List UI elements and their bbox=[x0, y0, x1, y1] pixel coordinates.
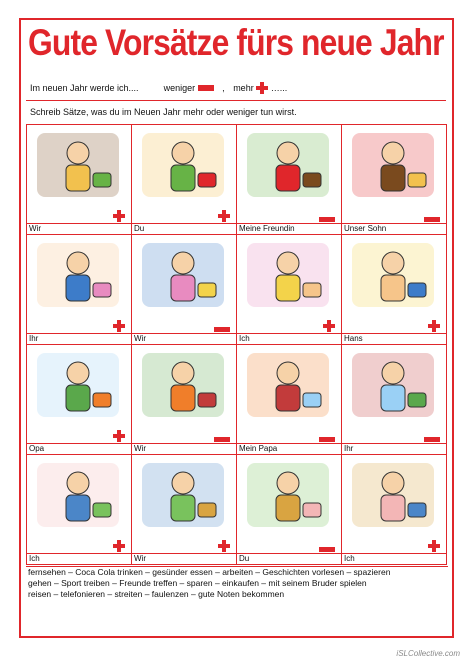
cell-divider bbox=[132, 553, 236, 554]
instruction-text: Schreib Sätze, was du im Neuen Jahr mehr oder weniger tun wirst. bbox=[30, 107, 297, 117]
healthy-food-plate-icon bbox=[33, 129, 123, 201]
subject-label: Wir bbox=[134, 444, 146, 453]
piggy-bank-icon bbox=[243, 239, 333, 311]
minus-sign-icon bbox=[319, 437, 335, 442]
phone-call-icon bbox=[348, 349, 438, 421]
picture-cell bbox=[236, 124, 342, 235]
subject-label: Ich bbox=[344, 554, 355, 563]
word-bank bbox=[26, 566, 448, 605]
plus-sign-icon bbox=[428, 320, 440, 332]
subject-label: Ich bbox=[29, 554, 40, 563]
plus-sign-icon bbox=[323, 320, 335, 332]
boy-pulling-wagon-icon bbox=[348, 239, 438, 311]
plus-sign-icon bbox=[113, 540, 125, 552]
minus-sign-icon bbox=[424, 437, 440, 442]
subject-label: Unser Sohn bbox=[344, 224, 387, 233]
instruction-box bbox=[26, 100, 446, 126]
outdoor-play-icon bbox=[33, 239, 123, 311]
subject-label: Mein Papa bbox=[239, 444, 278, 453]
intro-prefix: Im neuen Jahr werde ich.... bbox=[30, 83, 139, 93]
cell-divider bbox=[342, 443, 446, 444]
word-bank-line: gehen – Sport treiben – Freunde treffen – sparen – einkaufen – mit seinem Bruder spielen bbox=[28, 578, 367, 588]
cell-divider bbox=[27, 333, 131, 334]
picture-cell bbox=[26, 454, 132, 565]
friends-meeting-icon bbox=[138, 459, 228, 531]
plus-sign-icon bbox=[113, 210, 125, 222]
minus-sign-icon bbox=[214, 327, 230, 332]
picture-cell bbox=[236, 234, 342, 345]
stressed-worker-icon bbox=[243, 349, 333, 421]
cell-divider bbox=[27, 553, 131, 554]
minus-sign-icon bbox=[198, 85, 214, 91]
plus-sign-icon bbox=[428, 540, 440, 552]
cell-divider bbox=[342, 553, 446, 554]
subject-label: Du bbox=[134, 224, 145, 233]
family-tv-icon bbox=[138, 239, 228, 311]
picture-cell bbox=[341, 234, 447, 345]
minus-sign-icon bbox=[319, 217, 335, 222]
subject-label: Ihr bbox=[344, 444, 354, 453]
picture-cell bbox=[131, 124, 237, 235]
picture-cell bbox=[26, 124, 132, 235]
cell-divider bbox=[237, 553, 341, 554]
cola-drinking-boy-icon bbox=[348, 129, 438, 201]
subject-label: Wir bbox=[134, 334, 146, 343]
minus-sign-icon bbox=[319, 547, 335, 552]
cell-divider bbox=[132, 443, 236, 444]
picture-cell bbox=[131, 454, 237, 565]
picture-cell bbox=[131, 344, 237, 455]
minus-sign-icon bbox=[214, 437, 230, 442]
picture-cell bbox=[26, 234, 132, 345]
page-title: Gute Vorsätze fürs neue Jahr bbox=[28, 22, 444, 63]
cell-divider bbox=[27, 223, 131, 224]
word-bank-line: reisen – telefonieren – streiten – faulenzen – gute Noten bekommen bbox=[28, 589, 285, 599]
cell-divider bbox=[237, 333, 341, 334]
minus-sign-icon bbox=[424, 217, 440, 222]
cell-divider bbox=[132, 223, 236, 224]
plus-sign-icon bbox=[218, 540, 230, 552]
plus-sign-icon bbox=[113, 430, 125, 442]
subject-label: Opa bbox=[29, 444, 45, 453]
intro-line bbox=[30, 82, 287, 94]
cell-divider bbox=[132, 333, 236, 334]
intro-more-label: mehr bbox=[233, 83, 254, 93]
picture-cell bbox=[341, 124, 447, 235]
plus-sign-icon bbox=[256, 82, 268, 94]
word-bank-line: fernsehen – Coca Cola trinken – gesünder essen – arbeiten – Geschichten vorlesen – spazieren bbox=[28, 567, 391, 577]
plus-sign-icon bbox=[113, 320, 125, 332]
subject-label: Ich bbox=[239, 334, 250, 343]
picture-cell bbox=[341, 454, 447, 565]
picture-cell bbox=[131, 234, 237, 345]
subject-label: Wir bbox=[134, 554, 146, 563]
subject-label: Ihr bbox=[29, 334, 39, 343]
intro-less-label: weniger bbox=[163, 83, 196, 93]
picture-cell bbox=[236, 454, 342, 565]
subject-label: Du bbox=[239, 554, 250, 563]
plus-sign-icon bbox=[218, 210, 230, 222]
dumbbell-exercise-icon bbox=[138, 129, 228, 201]
picture-grid bbox=[26, 124, 446, 564]
subject-label: Meine Freundin bbox=[239, 224, 295, 233]
picture-cell bbox=[26, 344, 132, 455]
intro-suffix: …... bbox=[270, 83, 288, 93]
lazy-lounging-icon bbox=[243, 459, 333, 531]
watermark: iSLCollective.com bbox=[396, 649, 460, 658]
good-grade-boy-icon bbox=[33, 459, 123, 531]
picture-cell bbox=[341, 344, 447, 455]
reading-story-icon bbox=[33, 349, 123, 421]
picture-cell bbox=[236, 344, 342, 455]
subject-label: Hans bbox=[344, 334, 363, 343]
arguing-couple-icon bbox=[138, 349, 228, 421]
suitcase-travel-icon bbox=[348, 459, 438, 531]
intro-separator: , bbox=[222, 83, 225, 93]
shopping-gifts-icon bbox=[243, 129, 333, 201]
subject-label: Wir bbox=[29, 224, 41, 233]
